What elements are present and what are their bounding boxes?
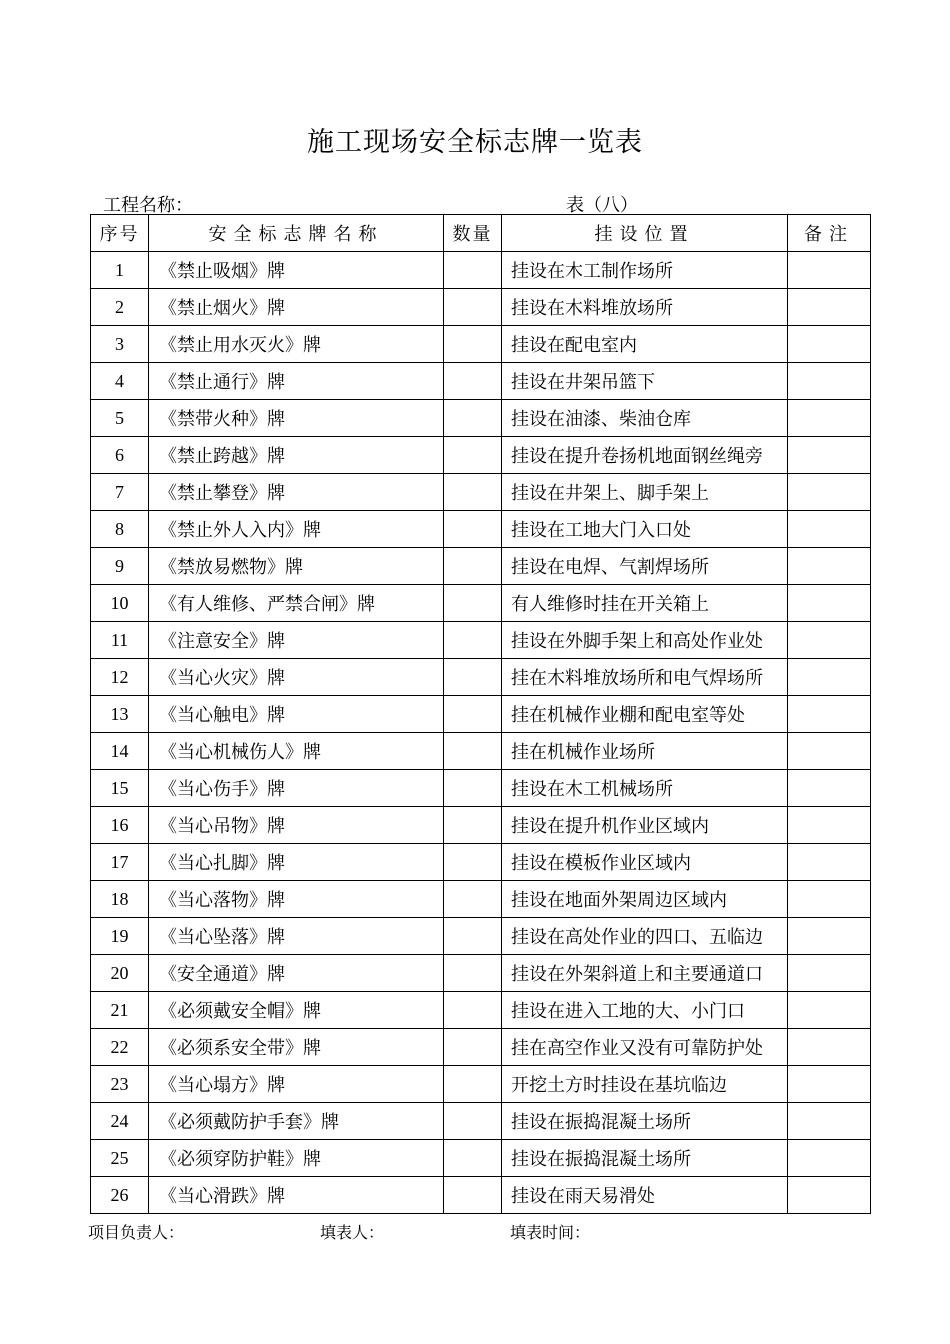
cell-quantity [444,1177,502,1214]
page-title: 施工现场安全标志牌一览表 [307,127,643,158]
footer-filler: 填表人： [320,1223,385,1242]
table-row [91,844,871,881]
cell-seq: 13 [91,696,149,733]
table-row [91,992,871,1029]
table-row [91,1140,871,1177]
cell-quantity [444,622,502,659]
cell-quantity [444,770,502,807]
cell-quantity [444,659,502,696]
cell-remark [788,437,871,474]
table-row [91,1029,871,1066]
table-row [91,733,871,770]
cell-remark [788,1140,871,1177]
cell-location: 挂设在木料堆放场所 [502,289,788,326]
cell-quantity [444,252,502,289]
cell-location: 开挖土方时挂设在基坑临边 [502,1066,788,1103]
cell-seq: 2 [91,289,149,326]
header-remark: 备注 [788,215,871,252]
cell-location: 挂在高空作业又没有可靠防护处 [502,1029,788,1066]
cell-remark [788,733,871,770]
cell-location: 挂设在模板作业区域内 [502,844,788,881]
cell-location: 挂设在提升机作业区域内 [502,807,788,844]
header-sign-name: 安全标志牌名称 [149,215,444,252]
cell-sign-name: 《当心滑跌》牌 [149,1177,444,1214]
table-row [91,1066,871,1103]
cell-remark [788,1177,871,1214]
table-row [91,548,871,585]
cell-remark [788,659,871,696]
cell-sign-name: 《必须系安全带》牌 [149,1029,444,1066]
cell-seq: 22 [91,1029,149,1066]
header-location: 挂设位置 [502,215,788,252]
cell-quantity [444,1103,502,1140]
cell-sign-name: 《禁止通行》牌 [149,363,444,400]
cell-sign-name: 《禁止攀登》牌 [149,474,444,511]
cell-location: 挂设在电焊、气割焊场所 [502,548,788,585]
table-row [91,770,871,807]
cell-quantity [444,733,502,770]
cell-quantity [444,1066,502,1103]
table-body [91,252,871,1214]
cell-seq: 1 [91,252,149,289]
cell-seq: 23 [91,1066,149,1103]
cell-seq: 10 [91,585,149,622]
cell-sign-name: 《当心坠落》牌 [149,918,444,955]
cell-quantity [444,844,502,881]
cell-seq: 24 [91,1103,149,1140]
cell-quantity [444,918,502,955]
cell-remark [788,363,871,400]
cell-remark [788,622,871,659]
cell-sign-name: 《有人维修、严禁合闸》牌 [149,585,444,622]
cell-remark [788,1103,871,1140]
table-row [91,622,871,659]
cell-remark [788,252,871,289]
cell-sign-name: 《禁带火种》牌 [149,400,444,437]
cell-quantity [444,511,502,548]
table-row [91,1177,871,1214]
cell-seq: 3 [91,326,149,363]
cell-location: 挂设在木工机械场所 [502,770,788,807]
cell-quantity [444,363,502,400]
cell-quantity [444,1140,502,1177]
cell-seq: 18 [91,881,149,918]
cell-remark [788,585,871,622]
cell-sign-name: 《当心落物》牌 [149,881,444,918]
cell-sign-name: 《当心扎脚》牌 [149,844,444,881]
cell-sign-name: 《当心机械伤人》牌 [149,733,444,770]
cell-seq: 19 [91,918,149,955]
cell-location: 挂设在木工制作场所 [502,252,788,289]
table-row [91,1103,871,1140]
cell-sign-name: 《禁止跨越》牌 [149,437,444,474]
header-seq: 序号 [91,215,149,252]
cell-sign-name: 《当心火灾》牌 [149,659,444,696]
cell-sign-name: 《注意安全》牌 [149,622,444,659]
cell-location: 挂在机械作业棚和配电室等处 [502,696,788,733]
cell-sign-name: 《当心吊物》牌 [149,807,444,844]
cell-remark [788,1029,871,1066]
cell-seq: 26 [91,1177,149,1214]
table-number: 表（八） [566,195,638,216]
cell-quantity [444,289,502,326]
cell-location: 挂设在提升卷扬机地面钢丝绳旁 [502,437,788,474]
table-row [91,400,871,437]
cell-quantity [444,807,502,844]
cell-seq: 9 [91,548,149,585]
cell-quantity [444,696,502,733]
cell-remark [788,474,871,511]
table-row [91,696,871,733]
table-row [91,437,871,474]
cell-location: 挂设在振捣混凝土场所 [502,1103,788,1140]
cell-remark [788,696,871,733]
cell-remark [788,807,871,844]
cell-quantity [444,1029,502,1066]
cell-location: 挂设在井架上、脚手架上 [502,474,788,511]
cell-remark [788,844,871,881]
cell-sign-name: 《当心塌方》牌 [149,1066,444,1103]
cell-location: 挂设在雨天易滑处 [502,1177,788,1214]
table-row [91,474,871,511]
cell-seq: 20 [91,955,149,992]
cell-seq: 5 [91,400,149,437]
cell-quantity [444,881,502,918]
cell-seq: 12 [91,659,149,696]
cell-sign-name: 《禁放易燃物》牌 [149,548,444,585]
table-row [91,326,871,363]
cell-quantity [444,992,502,1029]
cell-remark [788,400,871,437]
cell-location: 挂设在振捣混凝土场所 [502,1140,788,1177]
cell-seq: 16 [91,807,149,844]
cell-quantity [444,474,502,511]
table-header-row [91,215,871,252]
cell-remark [788,992,871,1029]
cell-remark [788,289,871,326]
cell-remark [788,955,871,992]
cell-location: 挂设在进入工地的大、小门口 [502,992,788,1029]
cell-quantity [444,326,502,363]
cell-seq: 17 [91,844,149,881]
cell-sign-name: 《安全通道》牌 [149,955,444,992]
cell-sign-name: 《禁止用水灭火》牌 [149,326,444,363]
table-row [91,363,871,400]
safety-sign-table [90,214,871,1214]
cell-remark [788,770,871,807]
footer-fill-time: 填表时间： [510,1223,591,1242]
table-row [91,881,871,918]
table-row [91,511,871,548]
cell-quantity [444,955,502,992]
cell-location: 挂设在外架斜道上和主要通道口 [502,955,788,992]
cell-remark [788,1066,871,1103]
cell-location: 挂设在地面外架周边区域内 [502,881,788,918]
cell-location: 挂设在高处作业的四口、五临边 [502,918,788,955]
cell-location: 挂设在外脚手架上和高处作业处 [502,622,788,659]
table-row [91,252,871,289]
table-row [91,659,871,696]
project-name-label: 工程名称： [103,195,193,216]
table-row [91,918,871,955]
cell-sign-name: 《必须戴防护手套》牌 [149,1103,444,1140]
cell-seq: 4 [91,363,149,400]
cell-location: 挂在木料堆放场所和电气焊场所 [502,659,788,696]
cell-seq: 15 [91,770,149,807]
cell-sign-name: 《禁止吸烟》牌 [149,252,444,289]
cell-sign-name: 《当心触电》牌 [149,696,444,733]
cell-seq: 25 [91,1140,149,1177]
cell-quantity [444,585,502,622]
footer-project-manager: 项目负责人： [88,1223,185,1242]
cell-location: 有人维修时挂在开关箱上 [502,585,788,622]
cell-quantity [444,437,502,474]
cell-location: 挂设在井架吊篮下 [502,363,788,400]
cell-location: 挂设在配电室内 [502,326,788,363]
table-row [91,289,871,326]
cell-seq: 6 [91,437,149,474]
table-row [91,807,871,844]
cell-remark [788,511,871,548]
cell-remark [788,918,871,955]
cell-quantity [444,548,502,585]
cell-seq: 7 [91,474,149,511]
cell-location: 挂设在工地大门入口处 [502,511,788,548]
cell-remark [788,326,871,363]
cell-location: 挂设在油漆、柴油仓库 [502,400,788,437]
header-quantity: 数量 [444,215,502,252]
table-row [91,955,871,992]
cell-sign-name: 《禁止外人入内》牌 [149,511,444,548]
cell-seq: 8 [91,511,149,548]
cell-quantity [444,400,502,437]
cell-seq: 11 [91,622,149,659]
cell-remark [788,881,871,918]
cell-seq: 21 [91,992,149,1029]
cell-sign-name: 《必须穿防护鞋》牌 [149,1140,444,1177]
cell-sign-name: 《禁止烟火》牌 [149,289,444,326]
cell-location: 挂在机械作业场所 [502,733,788,770]
cell-sign-name: 《必须戴安全帽》牌 [149,992,444,1029]
cell-remark [788,548,871,585]
cell-sign-name: 《当心伤手》牌 [149,770,444,807]
table-row [91,585,871,622]
cell-seq: 14 [91,733,149,770]
